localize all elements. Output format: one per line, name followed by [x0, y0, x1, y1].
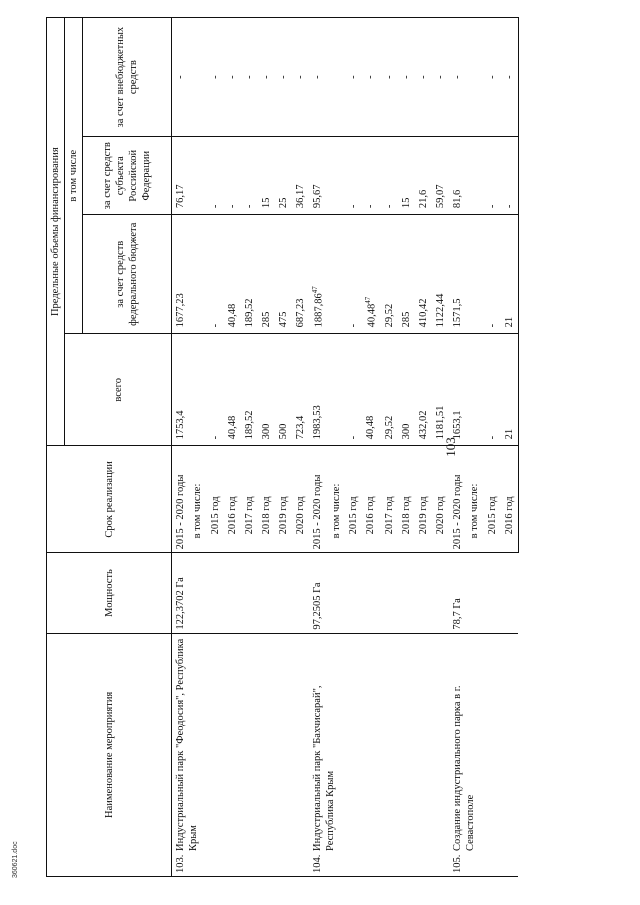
year-cell-value: 2018 год [260, 496, 272, 535]
year-subject-cell-value: - [383, 204, 395, 209]
year-total-cell-value: 432,02 [418, 410, 429, 440]
year-total-cell-value: 300 [400, 423, 412, 440]
capacity-cell [172, 553, 310, 633]
year-federal-cell-value: 40,48 [226, 303, 238, 328]
year-federal-cell [275, 215, 292, 334]
header-subject: за счет средств субъекта Российской Федерации [83, 137, 172, 215]
rotated-content [32, 17, 632, 877]
year-subject-cell [275, 137, 292, 215]
subject-cell-value: 81,6 [452, 189, 464, 209]
empty-cell [466, 137, 483, 215]
year-cell [381, 446, 398, 553]
year-cell-value: 2015 год [348, 496, 359, 535]
year-total-cell [345, 334, 362, 446]
year-cell [345, 446, 362, 553]
year-cell [501, 446, 519, 553]
year-federal-cell-value: 1122,44 [435, 293, 447, 328]
year-subject-cell [292, 137, 309, 215]
year-cell [224, 446, 241, 553]
subject-cell [449, 137, 466, 215]
footnote-mark: 47 [364, 296, 373, 304]
year-total-cell-value: - [348, 435, 359, 440]
year-cell [207, 446, 224, 553]
year-federal-cell [432, 215, 449, 334]
table-header [47, 18, 172, 877]
year-federal-cell-value: 29,52 [383, 303, 395, 328]
year-extra-cell [432, 18, 449, 137]
year-cell [292, 446, 309, 553]
doc-id: 360621.doc [12, 841, 19, 878]
year-total-cell [275, 334, 292, 446]
empty-cell [328, 18, 345, 137]
year-extra-cell [381, 18, 398, 137]
federal-cell-value: 1677,23 [175, 293, 187, 328]
year-cell [398, 446, 415, 553]
empty-cell [328, 334, 345, 446]
year-subject-cell [415, 137, 432, 215]
year-federal-cell-value: 285 [260, 311, 272, 328]
extra-cell [172, 18, 190, 137]
year-extra-cell [292, 18, 309, 137]
project-name-cell [309, 633, 449, 876]
period-cell [172, 446, 190, 553]
year-subject-cell [362, 137, 381, 215]
year-subject-cell-value: 36,17 [295, 184, 307, 209]
year-subject-cell [345, 137, 362, 215]
year-extra-cell-value: - [348, 75, 359, 79]
empty-cell [189, 334, 206, 446]
year-extra-cell [398, 18, 415, 137]
empty-cell [189, 137, 206, 215]
sub-label-cell-value: в том числе: [469, 483, 481, 539]
year-federal-cell [224, 215, 241, 334]
year-subject-cell-value: - [226, 204, 238, 209]
project-name-cell [449, 633, 518, 876]
project-name: Индустриальный парк "Бахчисарай", Республика Крым [312, 685, 337, 851]
year-total-cell [224, 334, 241, 446]
project-number: 104. [312, 854, 324, 873]
year-total-cell-value: 1181,51 [435, 405, 447, 440]
year-federal-cell-value: 285 [400, 311, 412, 328]
year-federal-cell-value: 475 [278, 311, 289, 328]
year-extra-cell [484, 18, 501, 137]
year-federal-cell-value: 410,42 [418, 298, 429, 328]
year-cell-value: 2019 год [278, 496, 289, 535]
header-capacity: Мощность [47, 553, 172, 633]
year-total-cell [501, 334, 519, 446]
year-cell-value: 2017 год [383, 496, 395, 535]
year-extra-cell-value: - [435, 75, 447, 79]
year-subject-cell [398, 137, 415, 215]
year-cell [415, 446, 432, 553]
subject-cell-value: 76,17 [175, 184, 187, 209]
subject-cell-value: 95,67 [312, 184, 324, 209]
year-subject-cell [241, 137, 258, 215]
extra-cell-value: - [452, 75, 464, 79]
federal-cell [172, 215, 190, 334]
year-cell-value: 2016 год [503, 496, 515, 535]
year-extra-cell [345, 18, 362, 137]
period-cell [309, 446, 328, 553]
year-subject-cell [432, 137, 449, 215]
year-total-cell [258, 334, 275, 446]
year-extra-cell-value: - [243, 75, 255, 79]
year-federal-cell-value: 189,52 [243, 298, 255, 328]
empty-cell [328, 215, 345, 334]
year-cell [362, 446, 381, 553]
year-cell [432, 446, 449, 553]
header-including: в том числе [65, 18, 83, 334]
year-subject-cell-value: 59,07 [435, 184, 447, 209]
year-federal-cell [345, 215, 362, 334]
subject-cell [172, 137, 190, 215]
year-subject-cell-value: - [503, 204, 515, 209]
header-funding: Предельные объемы финансирования [47, 18, 65, 446]
extra-cell [449, 18, 466, 137]
extra-cell-value: - [312, 75, 324, 79]
period-cell-value: 2015 - 2020 годы [312, 474, 324, 550]
year-extra-cell-value: - [278, 75, 289, 79]
period-cell-value: 2015 - 2020 годы [175, 474, 187, 550]
year-extra-cell-value: - [226, 75, 238, 79]
year-total-cell-value: 29,52 [383, 415, 395, 440]
year-total-cell [484, 334, 501, 446]
year-subject-cell-value: 21,6 [418, 189, 429, 209]
year-cell-value: 2017 год [243, 496, 255, 535]
year-subject-cell-value: - [209, 204, 221, 209]
sub-label-cell-value: в том числе: [192, 483, 204, 539]
project-name: Индустриальный парк "Феодосия", Республика Крым [175, 638, 200, 851]
year-total-cell [432, 334, 449, 446]
year-federal-cell [362, 215, 381, 334]
year-subject-cell [381, 137, 398, 215]
year-subject-cell-value: 15 [260, 197, 272, 209]
header-name: Наименование мероприятия [47, 633, 172, 876]
year-subject-cell [224, 137, 241, 215]
year-cell-value: 2019 год [418, 496, 429, 535]
year-cell-value: 2018 год [400, 496, 412, 535]
total-cell-value: 1753,4 [175, 410, 187, 440]
year-extra-cell-value: - [503, 75, 515, 79]
year-subject-cell-value: - [348, 204, 359, 209]
year-total-cell [241, 334, 258, 446]
year-total-cell [207, 334, 224, 446]
sub-label-cell [189, 446, 206, 553]
project-row [449, 18, 466, 877]
total-cell [309, 334, 328, 446]
extra-cell-value: - [175, 75, 187, 79]
year-total-cell-value: 21 [503, 428, 515, 440]
year-extra-cell-value: - [260, 75, 272, 79]
footnote-mark: 47 [311, 286, 320, 294]
year-total-cell-value: 189,52 [243, 410, 255, 440]
year-subject-cell-value: - [486, 204, 498, 209]
total-cell [449, 334, 466, 446]
year-total-cell-value: - [486, 435, 498, 440]
year-federal-cell [381, 215, 398, 334]
year-total-cell [398, 334, 415, 446]
total-cell-value: 1653,1 [452, 410, 464, 440]
year-extra-cell [241, 18, 258, 137]
year-extra-cell-value: - [209, 75, 221, 79]
federal-cell-value: 1571,5 [452, 298, 464, 328]
year-federal-cell [258, 215, 275, 334]
year-extra-cell-value: - [383, 75, 395, 79]
year-extra-cell [275, 18, 292, 137]
empty-cell [189, 18, 206, 137]
table-body [172, 18, 519, 877]
year-total-cell [292, 334, 309, 446]
header-extrabudget: за счет внебюджетных средств [83, 18, 172, 137]
year-extra-cell-value: - [295, 75, 307, 79]
year-cell-value: 2016 год [226, 496, 238, 535]
total-cell [172, 334, 190, 446]
project-number: 103. [175, 854, 187, 873]
year-federal-cell-value: 40,48 [366, 303, 378, 328]
year-total-cell-value: 500 [278, 423, 289, 440]
year-total-cell [381, 334, 398, 446]
extra-cell [309, 18, 328, 137]
year-total-cell-value: 40,48 [226, 415, 238, 440]
year-extra-cell [501, 18, 519, 137]
capacity-cell-value: 97,2505 Га [312, 582, 324, 630]
year-federal-cell [398, 215, 415, 334]
year-cell-value: 2015 год [209, 496, 221, 535]
year-federal-cell [241, 215, 258, 334]
year-cell [484, 446, 501, 553]
period-cell [449, 446, 466, 553]
period-cell-value: 2015 - 2020 годы [452, 474, 464, 550]
capacity-cell [449, 553, 518, 633]
capacity-cell-value: 122,3702 Га [175, 577, 187, 630]
federal-cell [309, 215, 328, 334]
empty-cell [189, 215, 206, 334]
year-federal-cell [484, 215, 501, 334]
sub-label-cell [466, 446, 483, 553]
year-total-cell [362, 334, 381, 446]
year-total-cell-value: - [209, 435, 221, 440]
year-cell-value: 2020 год [435, 496, 447, 535]
year-cell [258, 446, 275, 553]
year-cell-value: 2020 год [295, 496, 307, 535]
year-extra-cell-value: - [486, 75, 498, 79]
empty-cell [328, 137, 345, 215]
year-federal-cell [501, 215, 519, 334]
capacity-cell-value: 78,7 Га [452, 598, 464, 630]
header-federal: за счет средств федерального бюджета [83, 215, 172, 334]
header-total: всего [65, 334, 172, 446]
year-subject-cell [484, 137, 501, 215]
year-extra-cell [415, 18, 432, 137]
year-cell-value: 2016 год [365, 496, 377, 535]
empty-cell [466, 334, 483, 446]
total-cell-value: 1983,53 [312, 405, 324, 440]
project-row [309, 18, 328, 877]
header-period: Срок реализации [47, 446, 172, 553]
year-total-cell-value: 723,4 [295, 415, 307, 440]
year-extra-cell [224, 18, 241, 137]
federal-cell-value: 1887,86 [313, 293, 325, 328]
year-subject-cell-value: - [365, 204, 377, 209]
year-cell [241, 446, 258, 553]
project-name: Создание индустриального парка в г. Севастополе [452, 685, 477, 851]
year-federal-cell-value: - [486, 323, 498, 328]
year-extra-cell [362, 18, 381, 137]
year-total-cell-value: 300 [260, 423, 272, 440]
project-row [172, 18, 190, 877]
year-cell [275, 446, 292, 553]
year-federal-cell-value: - [348, 323, 359, 328]
capacity-cell [309, 553, 449, 633]
federal-cell [449, 215, 466, 334]
year-extra-cell-value: - [418, 75, 429, 79]
year-federal-cell [207, 215, 224, 334]
year-subject-cell-value: 15 [400, 197, 412, 209]
year-extra-cell-value: - [365, 75, 377, 79]
page-number: 103 [443, 437, 458, 457]
year-extra-cell [258, 18, 275, 137]
subject-cell [309, 137, 328, 215]
year-total-cell [415, 334, 432, 446]
funding-table [46, 17, 519, 877]
year-federal-cell [415, 215, 432, 334]
year-extra-cell-value: - [400, 75, 412, 79]
year-federal-cell [292, 215, 309, 334]
sub-label-cell-value: в том числе: [330, 483, 342, 539]
year-subject-cell-value: 25 [278, 197, 289, 209]
year-extra-cell [207, 18, 224, 137]
year-total-cell-value: 40,48 [365, 415, 377, 440]
empty-cell [466, 215, 483, 334]
year-subject-cell [258, 137, 275, 215]
empty-cell [466, 18, 483, 137]
year-subject-cell [207, 137, 224, 215]
year-federal-cell-value: - [209, 323, 221, 328]
project-name-cell [172, 633, 310, 876]
year-subject-cell-value: - [243, 204, 255, 209]
year-federal-cell-value: 687,23 [295, 298, 307, 328]
year-subject-cell [501, 137, 519, 215]
project-number: 105. [452, 854, 464, 873]
year-cell-value: 2015 год [486, 496, 498, 535]
year-federal-cell-value: 21 [503, 316, 515, 328]
sub-label-cell [328, 446, 345, 553]
